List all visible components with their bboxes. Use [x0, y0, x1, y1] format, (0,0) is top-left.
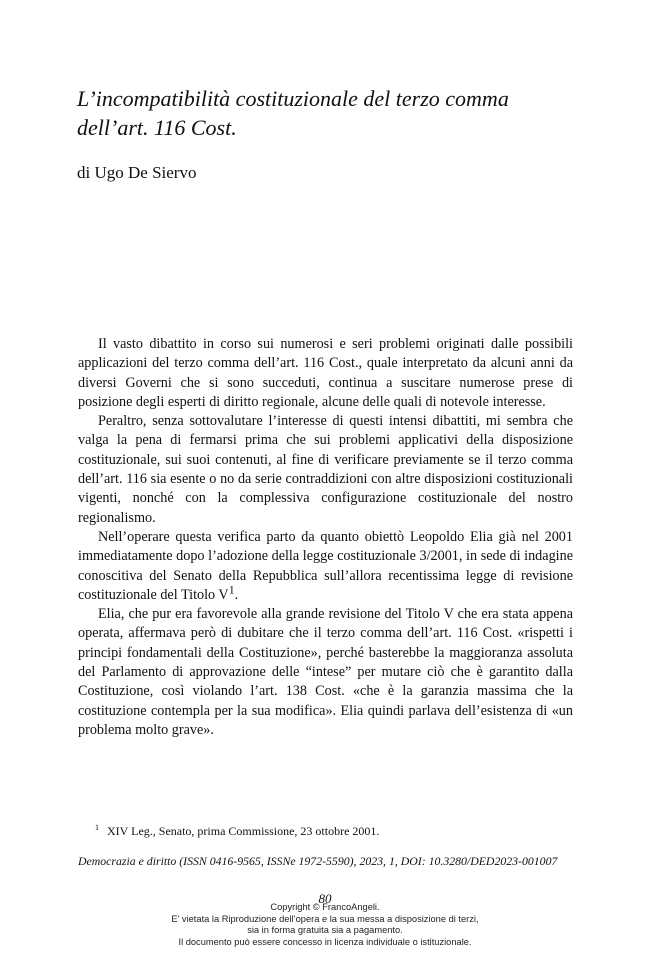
body-paragraph-2	[78, 412, 573, 528]
copyright-line-4: Il documento può essere concesso in licenza individuale o istituzionale.	[178, 936, 472, 947]
article-title-line-2: dell’art. 116 Cost.	[77, 115, 237, 140]
footnote-reference[interactable]: 1	[228, 582, 235, 597]
page-number: 80	[318, 891, 332, 906]
article-title-line-1: L’incompatibilità costituzionale del terzo comma	[77, 86, 509, 111]
paragraph-text: Peraltro, senza sottovalutare l’interesse di questi intensi dibattiti, mi sembra che valga la pena di fermarsi prima che sui problemi applicativi della disposizione costituzionale, sui suoi contenuti, al fine di verificare previamente se il terzo comma dell’art. 116 sia esente o no da serie contraddizioni con altre disposizioni costituzionali vigenti, nonché con la complessiva configurazione costituzionale del nostro regionalismo.	[78, 413, 573, 526]
copyright-line-3: sia in forma gratuita sia a pagamento.	[247, 925, 403, 935]
article-body	[78, 335, 573, 740]
body-paragraph-4	[78, 605, 573, 740]
paragraph-text: Elia, che pur era favorevole alla grande revisione del Titolo V che era stata appena operata, affermava però di dubitare che il terzo comma dell’art. 116 Cost. «rispetti i principi fondamentali della Costituzione», perché basterebbe la maggioranza assoluta del Parlamento di approvazione delle “intese” per mutare ciò che è garantito dalla Costituzione, così violando l’art. 138 Cost. «che è la garanzia massima che la costituzione contempla per la sua modifica». Elia quindi parlava dell’esistenza di «un problema molto grave».	[78, 606, 573, 738]
journal-citation: Democrazia e diritto (ISSN 0416-9565, ISSNe 1972-5590), 2023, 1, DOI: 10.3280/DED2023-001007	[78, 854, 558, 868]
paragraph-punctuation: .	[234, 586, 239, 603]
body-paragraph-1	[78, 335, 573, 412]
footnote-number: 1	[95, 823, 99, 832]
copyright-line-1: Copyright © FrancoAngeli.	[270, 902, 380, 912]
article-title	[77, 84, 597, 142]
body-paragraph-3	[78, 528, 573, 605]
footnote	[95, 823, 379, 839]
footnote-text: XIV Leg., Senato, prima Commissione, 23 ottobre 2001.	[107, 824, 380, 838]
article-author: di Ugo De Siervo	[77, 163, 197, 182]
copyright-line-2: E’ vietata la Riproduzione dell’opera e la sua messa a disposizione di terzi,	[171, 913, 479, 924]
copyright-notice	[0, 902, 650, 948]
paragraph-text: Nell’operare questa verifica parto da quanto obiettò Leopoldo Elia già nel 2001 immediatamente dopo l’adozione della legge costituzionale 3/2001, in sede di indagine conoscitiva del Senato della Repubblica sull’allora recentissima legge di revisione costituzionale del Titolo V	[78, 528, 573, 603]
paragraph-text: Il vasto dibattito in corso sui numerosi e seri problemi originati dalle possibili applicazioni del terzo comma dell’art. 116 Cost., quale interpretato da alcuni anni da diversi Governi che si sono succeduti, continua a suscitare numerose prese di posizione degli esperti di diritto regionale, alcune delle quali di notevole interesse.	[78, 336, 573, 410]
